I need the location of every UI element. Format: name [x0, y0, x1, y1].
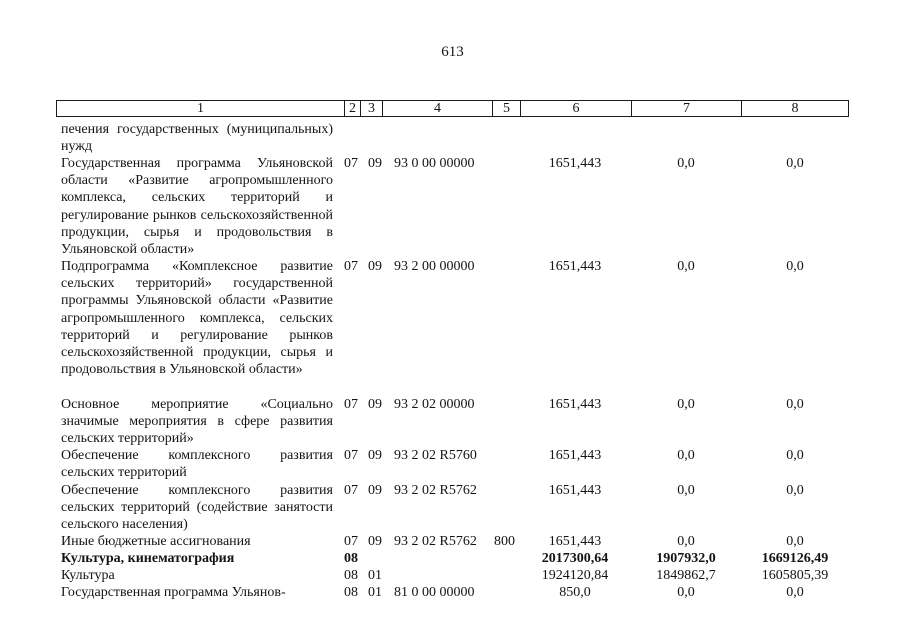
row-name: Иные бюджетные ассигнования: [61, 534, 251, 549]
row-subsection: 09: [368, 483, 382, 498]
row-section: 07: [344, 259, 358, 274]
row-target-code: 93 2 02 00000: [394, 397, 475, 412]
row-value-7: 1907932,0: [656, 551, 716, 566]
row-name: Обеспечение комплексного развития сельских территорий (содействие занятости сельского населения): [61, 483, 333, 533]
row-value-6: 2017300,64: [541, 551, 609, 566]
page-number: 613: [441, 44, 464, 60]
row-name: Подпрограмма «Комплексное развитие сельских территорий» государственной программы Ульяновской области «Развитие агропромышленного комплекса, сельских территорий и регулирование рынков сельскохозяйственной продукции, сырья и продовольствия в Ульяновской области»: [61, 259, 333, 378]
row-value-8: 0,0: [786, 156, 804, 171]
header-col-2: 2: [345, 101, 361, 116]
row-value-8: 1605805,39: [761, 568, 829, 583]
header-col-6: 6: [521, 101, 632, 116]
row-value-7: 0,0: [677, 259, 695, 274]
row-value-8: 1669126,49: [761, 551, 829, 566]
row-value-6: 1651,443: [548, 534, 602, 549]
row-section: 07: [344, 483, 358, 498]
row-expense-type: 800: [494, 534, 515, 549]
row-value-8: 0,0: [786, 448, 804, 463]
row-value-8: 0,0: [786, 259, 804, 274]
row-name: Основное мероприятие «Социально значимые мероприятия в сфере развития сельских территорий»: [61, 397, 333, 447]
row-name: Государственная программа Ульяновской области «Развитие агропромышленного комплекса, сельских территорий и регулирование рынков сельскохозяйственной продукции, сырья и продовольствия в Ульяновской области»: [61, 156, 333, 258]
row-value-6: 850,0: [559, 585, 591, 600]
row-subsection: 09: [368, 448, 382, 463]
row-value-6: 1651,443: [548, 259, 602, 274]
header-col-4: 4: [383, 101, 493, 116]
header-col-7: 7: [632, 101, 742, 116]
row-value-8: 0,0: [786, 397, 804, 412]
header-col-3: 3: [361, 101, 383, 116]
row-value-6: 1651,443: [548, 156, 602, 171]
header-col-8: 8: [791, 101, 799, 116]
row-section: 08: [344, 585, 358, 600]
row-target-code: 93 2 00 00000: [394, 259, 475, 274]
row-subsection: 09: [368, 156, 382, 171]
row-subsection: 01: [368, 585, 382, 600]
row-value-6: 1651,443: [548, 448, 602, 463]
row-section: 07: [344, 534, 358, 549]
table-header: [56, 100, 849, 117]
row-value-7: 0,0: [677, 156, 695, 171]
row-target-code: 93 2 02 R5762: [394, 483, 477, 498]
row-name: Культура, кинематография: [61, 551, 235, 566]
row-name: печения государственных (муниципальных) нужд: [61, 122, 333, 155]
row-section: 08: [344, 551, 358, 566]
row-value-7: 1849862,7: [656, 568, 716, 583]
row-subsection: 09: [368, 534, 382, 549]
row-section: 07: [344, 156, 358, 171]
row-name: Государственная программа Ульянов-: [61, 585, 286, 600]
row-name: Культура: [61, 568, 115, 583]
header-col-5: 5: [493, 101, 521, 116]
row-target-code: 93 2 02 R5762: [394, 534, 477, 549]
row-value-6: 1651,443: [548, 483, 602, 498]
row-value-7: 0,0: [677, 448, 695, 463]
row-target-code: 93 2 02 R5760: [394, 448, 477, 463]
row-value-8: 0,0: [786, 534, 804, 549]
row-subsection: 09: [368, 397, 382, 412]
row-value-7: 0,0: [677, 483, 695, 498]
row-target-code: 93 0 00 00000: [394, 156, 475, 171]
row-value-8: 0,0: [786, 585, 804, 600]
row-section: 07: [344, 397, 358, 412]
row-value-6: 1651,443: [548, 397, 602, 412]
row-subsection: 01: [368, 568, 382, 583]
row-section: 07: [344, 448, 358, 463]
row-target-code: 81 0 00 00000: [394, 585, 475, 600]
row-name: Обеспечение комплексного развития сельских территорий: [61, 448, 333, 481]
row-value-7: 0,0: [677, 397, 695, 412]
row-value-8: 0,0: [786, 483, 804, 498]
row-subsection: 09: [368, 259, 382, 274]
header-col-1: 1: [57, 101, 345, 116]
row-value-7: 0,0: [677, 585, 695, 600]
row-value-6: 1924120,84: [541, 568, 609, 583]
row-value-7: 0,0: [677, 534, 695, 549]
row-section: 08: [344, 568, 358, 583]
